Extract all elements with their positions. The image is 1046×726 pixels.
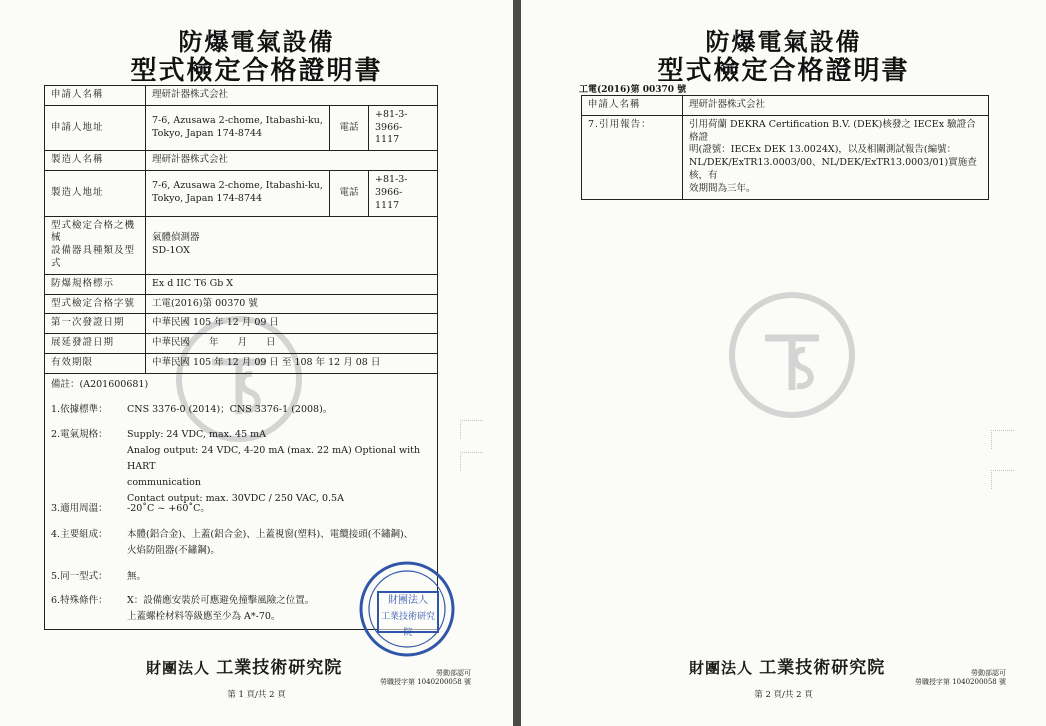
issuer-name [689,653,885,678]
issuer-prefix: 財團法人 [146,659,211,677]
report-value [683,115,989,199]
note-4-line: 火焰防阻器(不鏽鋼)。 [127,545,220,556]
tel-line: 1117 [375,199,400,211]
note-2-label: 2.電氣規格： [51,429,108,440]
applicant-name-value: 理研計器株式会社 [683,96,989,116]
note-6-label: 6.特殊條件： [51,595,108,606]
seal-line: 工業技術研究院 [380,612,435,638]
tel-label: 電話 [330,105,369,150]
note-5-label: 5.同一型式： [51,571,108,582]
table-row [45,151,438,171]
renewal-label: 展延發證日期 [45,334,146,354]
issuer-prefix: 財團法人 [689,659,754,677]
validity-value: 中華民國 105 年 12 月 09 日 至 108 年 12 月 08 日 [146,354,438,374]
type-label-line: 設備器具種類及型式 [51,245,136,269]
note-5-value: 無。 [127,571,147,582]
tel-value [369,171,438,216]
note-2-line: Supply: 24 VDC, max. 45 mA [127,429,267,440]
note-4-line: 本體(鋁合金)、上蓋(鋁合金)、上蓋視窗(塑料)、電纜接頭(不鏽鋼)、 [127,529,414,540]
tel-value [369,105,438,150]
remark-number: 備註：(A201600681) [51,379,149,390]
labor-approval [380,669,471,687]
certificate-info-table [44,85,438,374]
seal-text [377,591,439,638]
address-line: Tokyo, Japan 174-8744 [152,193,263,205]
note-2-line: Contact output: max. 30VDC / 250 VAC, 0.5A [127,493,344,504]
applicant-address-label: 申請人地址 [45,105,146,150]
note-1-value: CNS 3376-0 (2014)；CNS 3376-1 (2008)。 [127,404,333,415]
table-row [45,334,438,354]
report-line: 引用荷蘭 DEKRA Certification B.V. (DEK)核發之 IECEx 驗證合格證 [689,118,976,143]
perforation-mark [991,430,1014,449]
cert-number-label: 型式檢定合格字號 [45,294,146,314]
labor-approval-line: 勞職授字第 1040200058 號 [915,678,1006,686]
seal-line: 財團法人 [388,595,428,606]
page-title-line1: 防爆電氣設備 [178,27,335,56]
page-number: 第 1 頁/共 2 頁 [227,690,286,700]
applicant-address-value [146,105,330,150]
note-4-label: 4.主要組成： [51,529,108,540]
issuer-institute: 工業技術研究院 [216,658,343,678]
type-value-line: 氣體偵測器 [152,232,200,244]
renewal-value: 中華民國 年 月 日 [146,334,438,354]
note-6-line: 上蓋螺栓材料等級應至少為 A*-70。 [127,611,281,622]
address-line: 7-6, Azusawa 2-chome, Itabashi-ku, [152,115,323,127]
applicant-name-label: 申請人名稱 [582,96,683,116]
tel-line: +81-3-3966- [375,174,408,198]
table-row [45,105,438,150]
note-3-value: -20˚C ~ +60˚C。 [127,503,210,514]
maker-address-value [146,171,330,216]
address-line: 7-6, Azusawa 2-chome, Itabashi-ku, [152,180,323,192]
issuer-name [146,653,342,678]
maker-name-value: 理研計器株式会社 [146,151,438,171]
certificate-page-1 [0,0,513,726]
table-row [45,86,438,106]
table-row [45,274,438,294]
issuer-institute: 工業技術研究院 [759,658,886,678]
type-value-line: SD-1OX [152,245,190,257]
applicant-name-value: 理研計器株式会社 [146,86,438,106]
table-row [582,96,989,116]
type-value [146,216,438,274]
its-watermark-icon [729,292,855,418]
report-line: 效期間為三年。 [689,182,756,194]
page-title-line2: 型式檢定合格證明書 [130,56,383,86]
tel-label: 電話 [330,171,369,216]
page-number: 第 2 頁/共 2 頁 [754,690,813,700]
labor-approval-line: 勞職授字第 1040200058 號 [380,678,471,686]
table-row [45,171,438,216]
certificate-page-2 [521,0,1046,726]
table-row [45,314,438,334]
itri-seal-stamp-icon [327,553,457,659]
page-title-line2: 型式檢定合格證明書 [657,56,910,86]
maker-name-label: 製造人名稱 [45,151,146,171]
note-1-label: 1.依據標準： [51,404,108,415]
first-issue-value: 中華民國 105 年 12 月 09 日 [146,314,438,334]
perforation-mark [460,420,483,439]
report-line: 明(證號：IECEx DEK 13.0024X)，以及相關測試報告(編號： [689,144,957,156]
note-3-label: 3.適用周溫： [51,503,108,514]
type-label [45,216,146,274]
table-row [582,115,989,199]
note-2-line: communication [127,477,202,488]
marking-label: 防爆規格標示 [45,274,146,294]
address-line: Tokyo, Japan 174-8744 [152,128,263,140]
certificate-info-table [581,95,989,200]
perforation-mark [991,470,1014,489]
perforation-mark [460,452,483,471]
labor-approval-line: 勞動部認可 [971,669,1006,677]
marking-value: Ex d IIC T6 Gb X [146,274,438,294]
first-issue-label: 第一次發證日期 [45,314,146,334]
report-line: NL/DEK/ExTR13.0003/00、NL/DEK/ExTR13.0003/01)實施查核，有 [689,157,977,182]
labor-approval-line: 勞動部認可 [436,669,471,677]
table-row [45,294,438,314]
note-6-line: X：設備應安裝於可應避免撞擊風險之位置。 [127,595,315,606]
type-label-line: 型式檢定合格之機械 [51,219,136,244]
table-row [45,216,438,274]
applicant-name-label: 申請人名稱 [45,86,146,106]
tel-line: +81-3-3966- [375,108,408,133]
validity-label: 有效期限 [45,354,146,374]
page-title-line1: 防爆電氣設備 [705,27,862,56]
note-2-line: Analog output: 24 VDC, 4-20 mA (max. 22 mA) Optional with HART [127,445,421,472]
maker-address-label: 製造人地址 [45,171,146,216]
tel-line: 1117 [375,134,400,146]
report-label: 7.引用報告： [582,115,683,199]
cert-number-value: 工電(2016)第 00370 號 [146,294,438,314]
note-2-value [127,427,431,507]
labor-approval [915,669,1006,687]
cert-number: 工電(2016)第 00370 號 [579,85,687,95]
